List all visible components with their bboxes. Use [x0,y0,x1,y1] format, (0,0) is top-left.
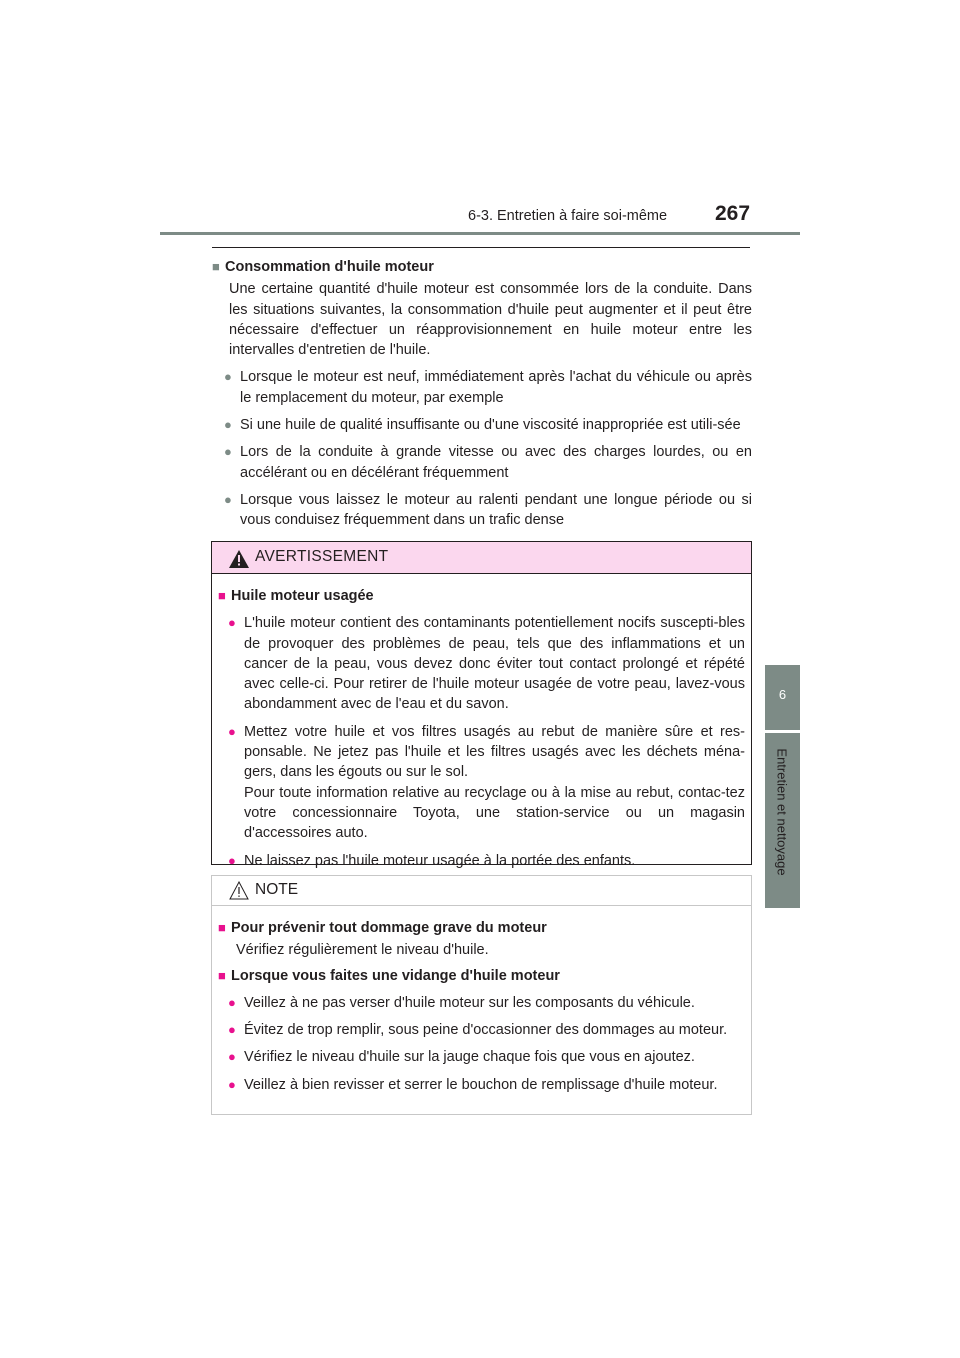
list-item [228,613,745,714]
square-bullet-icon: ■ [218,967,226,983]
list-item-text: Si une huile de qualité insuffisante ou d'une viscosité inappropriée est utili-sée [240,417,741,434]
content-divider [212,247,750,248]
circle-bullet-icon: ● [228,852,236,868]
list-item-text: Veillez à ne pas verser d'huile moteur sur les composants du véhicule. [244,994,695,1011]
chapter-tab [765,665,800,730]
chapter-label: Entretien et nettoyage [774,748,790,876]
warning-box [211,541,752,869]
note-heading [218,918,745,938]
list-item [228,1075,745,1095]
chapter-number: 6 [778,687,787,702]
list-item [228,722,745,844]
list-item [228,993,745,1013]
warning-title: AVERTISSEMENT [255,548,389,565]
list-item-text: Évitez de trop remplir, sous peine d'occasionner des dommages au moteur. [244,1022,728,1039]
section-heading [212,257,752,277]
note-title: NOTE [255,881,299,898]
circle-bullet-icon: ● [228,1049,236,1065]
circle-bullet-icon: ● [224,417,232,433]
note-body [212,906,751,1095]
intro-paragraph: Une certaine quantité d'huile moteur est consommée lors de la conduite. Dans les situations suivantes, la consommation d'huile peut augmenter et il peut être nécessaire d'effectuer un réapprovisionnement en huile moteur entre les intervalles d'entretien de l'huile. [229,281,752,359]
list-item [228,1020,745,1040]
note-header [212,876,751,906]
note-heading-text: Lorsque vous faites une vidange d'huile moteur [231,967,560,984]
list-item-text: Mettez votre huile et vos filtres usagés au rebut de manière sûre et res-ponsable. Ne jetez pas l'huile et les filtres usagés avec les déchets ména-gers, dans les égouts ou sur le sol. [244,723,745,781]
square-bullet-icon: ■ [218,920,226,935]
list-item-text: Vérifiez le niveau d'huile sur la jauge chaque fois que vous en ajoutez. [244,1049,695,1066]
list-item-text: Lorsque le moteur est neuf, immédiatement après l'achat du véhicule ou après le remplacement du moteur, par exemple [240,369,752,406]
header-divider [160,232,800,235]
list-item-text: Lorsque vous laissez le moteur au ralenti pendant une longue période ou si vous conduisez fréquemment dans un trafic dense [240,491,752,529]
list-item-text: Veillez à bien revisser et serrer le bouchon de remplissage d'huile moteur. [244,1076,718,1093]
main-section [212,257,752,531]
list-item-text: Lors de la conduite à grande vitesse ou avec des charges lourdes, ou en accélérant ou en décélérant fréquemment [240,444,752,481]
section-title: 6-3. Entretien à faire soi-même [468,208,668,224]
circle-bullet-icon: ● [228,1022,236,1038]
circle-bullet-icon: ● [228,1076,236,1092]
warning-heading [218,586,745,606]
page-number: 267 [715,202,751,225]
list-item-text: Ne laissez pas l'huile moteur usagée à la portée des enfants. [244,852,636,869]
note-box [211,875,752,1115]
warning-icon [229,550,249,568]
square-bullet-icon: ■ [218,588,226,603]
list-item [228,851,745,871]
caution-icon [229,881,249,900]
note-paragraph: Vérifiez régulièrement le niveau d'huile. [236,942,489,959]
circle-bullet-icon: ● [224,491,232,507]
square-bullet-icon: ■ [212,259,220,274]
list-item [224,415,752,435]
list-item [224,442,752,483]
list-item-text-group [244,722,745,844]
circle-bullet-icon: ● [224,444,232,460]
list-item [228,1047,745,1067]
note-heading-text: Pour prévenir tout dommage grave du moteur [231,920,547,936]
list-item-text-extra: Pour toute information relative au recyclage ou à la mise au rebut, contac-tez votre concessionnaire Toyota, une station-service ou un magasin d'accessoires auto. [244,784,745,842]
warning-header [212,542,751,574]
circle-bullet-icon: ● [224,369,232,385]
list-item [224,490,752,531]
circle-bullet-icon: ● [228,994,236,1010]
warning-heading-text: Huile moteur usagée [231,588,374,604]
list-item-text: L'huile moteur contient des contaminants potentiellement nocifs suscepti-bles de provoquer des problèmes de peau, tels que des inflammations et un cancer de la peau, vous devez donc éviter tout contact prolongé et répété avec celle-ci. Pour retirer de l'huile moteur usagée de votre peau, lavez-vous abondamment avec de l'eau et du savon. [244,615,745,713]
note-heading [218,966,745,986]
list-item [224,367,752,408]
circle-bullet-icon: ● [228,723,236,739]
warning-body [212,574,751,871]
circle-bullet-icon: ● [228,615,236,631]
section-heading-text: Consommation d'huile moteur [225,259,434,275]
